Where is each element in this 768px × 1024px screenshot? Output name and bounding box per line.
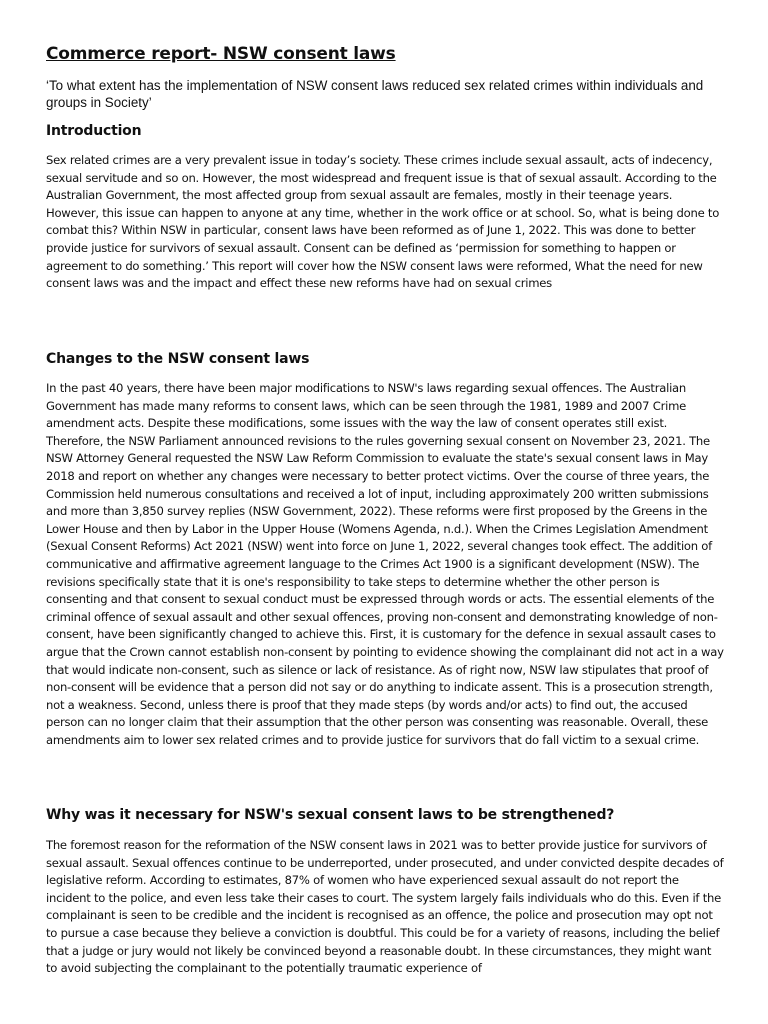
- section-body-why-necessary: The foremost reason for the reformation of the NSW consent laws in 2021 was to better provide justice for survivors of sexual assault. Sexual offences continue to be underreported, under prosecuted, and under convicted despite decades of legislative reform. According to estimates, 87% of women who have experienced sexual assault do not report the incident to the police, and even less take their cases to court. The system largely fails individuals who do this. Even if the complainant is seen to be credible and the incident is recognised as an offence, the police and prosecution may opt not to pursue a case because they believe a conviction is doubtful. This could be for a variety of reasons, including the belief that a judge or jury would not likely be convinced beyond a reasonable doubt. In these circumstances, they might want to avoid subjecting the complainant to the potentially traumatic experience of: [46, 838, 724, 976]
- document-title: Commerce report- NSW consent laws: [46, 44, 396, 64]
- section-heading-introduction: Introduction: [46, 123, 142, 139]
- section-heading-why-necessary: Why was it necessary for NSW's sexual consent laws to be strengthened?: [46, 807, 615, 823]
- section-body-introduction: Sex related crimes are a very prevalent issue in today’s society. These crimes include sexual assault, acts of indecency, sexual servitude and so on. However, the most widespread and frequent issue is that of sexual assault. According to the Australian Government, the most affected group from sexual assault are females, mostly in their teenage years. However, this issue can happen to anyone at any time, whether in the work office or at school. So, what is being done to combat this? Within NSW in particular, consent laws have been reformed as of June 1, 2022. This was done to better provide justice for survivors of sexual assault. Consent can be defined as ‘permission for something to happen or agreement to do something.’ This report will cover how the NSW consent laws were reformed, What the need for new consent laws was and the impact and effect these new reforms have had on sexual crimes: [46, 153, 720, 291]
- research-question: ‘To what extent has the implementation of NSW consent laws reduced sex related crimes within individuals and groups in Society’: [46, 78, 704, 110]
- section-body-changes: In the past 40 years, there have been major modifications to NSW's laws regarding sexual offences. The Australian Government has made many reforms to consent laws, which can be seen through the 1981, 1989 and 2007 Crime amendment acts. Despite these modifications, some issues with the way the law of consent operates still exist. Therefore, the NSW Parliament announced revisions to the rules governing sexual consent on November 23, 2021. The NSW Attorney General requested the NSW Law Reform Commission to evaluate the state's sexual consent laws in May 2018 and report on whether any changes were necessary to better protect victims. Over the course of three years, the Commission held numerous consultations and received a lot of input, including approximately 200 written submissions and more than 3,850 survey replies (NSW Government, 2022). These reforms were first proposed by the Greens in the Lower House and then by Labor in the Upper House (Womens Agenda, n.d.). When the Crimes Legislation Amendment (Sexual Consent Reforms) Act 2021 (NSW) went into force on June 1, 2022, several changes took effect. The addition of communicative and affirmative agreement language to the Crimes Act 1900 is a significant development (NSW). The revisions specifically state that it is one's responsibility to take steps to determine whether the other person is consenting and that consent to sexual conduct must be expressed through words or acts. The essential elements of the criminal offence of sexual assault and other sexual offences, proving non-consent and demonstrating knowledge of non-consent, have been significantly changed to achieve this. First, it is customary for the defence in sexual assault cases to argue that the Crown cannot establish non-consent by pointing to evidence showing the complainant did not act in a way that would indicate non-consent, such as silence or lack of resistance. As of right now, NSW law stipulates that proof of non-consent will be evidence that a person did not say or do anything to indicate assent. This is a prosecution strength, not a weakness. Second, unless there is proof that they made steps (by words and/or acts) to find out, the accused person can no longer claim that their assumption that the other person was consenting was reasonable. Overall, these amendments aim to lower sex related crimes and to provide justice for survivors that do fall victim to a sexual crime.: [46, 381, 724, 747]
- section-heading-changes: Changes to the NSW consent laws: [46, 351, 310, 367]
